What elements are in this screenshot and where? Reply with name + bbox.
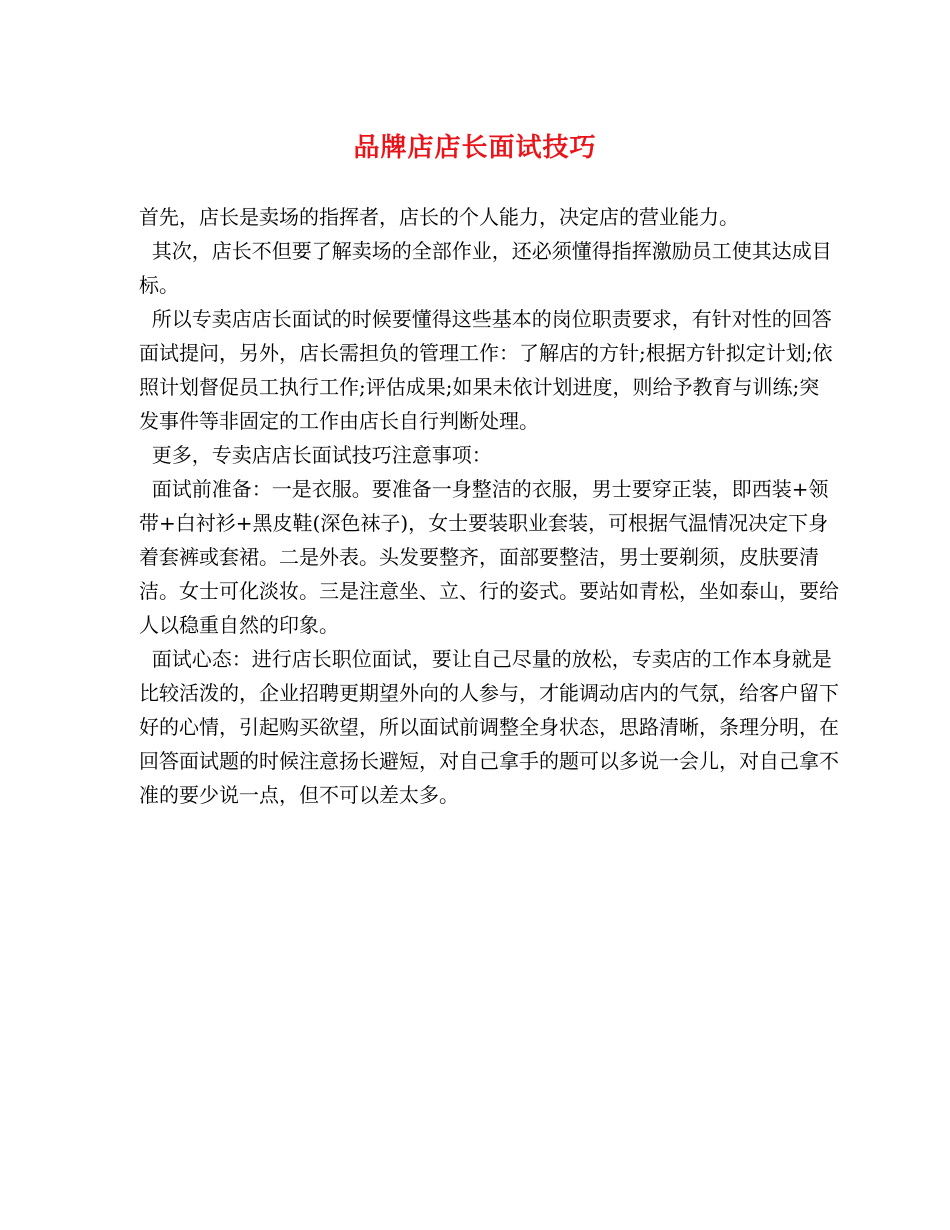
document-title: 品牌店店长面试技巧 [353,133,597,163]
paragraph-intro: 首先，店长是卖场的指挥者，店长的个人能力，决定店的营业能力。 [139,205,739,229]
paragraph-preparation: 面试前准备：一是衣服。要准备一身整洁的衣服，男士要穿正装，即西装+领带+白衬衫+黑皮鞋(深色袜子)，女士要装职业套装，可根据气温情况决定下身着套裤或套裙。二是外表。头发要整齐，面部要整洁，男士要剃须，皮肤要清洁。女士可化淡妆。三是注意坐、立、行的姿式。要站如青松，坐如泰山，要给人以稳重自然的印象。 [139,477,839,637]
paragraph-duties: 所以专卖店店长面试的时候要懂得这些基本的岗位职责要求，有针对性的回答面试提问，另外，店长需担负的管理工作：了解店的方针;根据方针拟定计划;依照计划督促员工执行工作;评估成果;如果未依计划进度，则给予教育与训练;突发事件等非固定的工作由店长自行判断处理。 [139,307,833,433]
paragraph-more: 更多，专卖店店长面试技巧注意事项： [139,443,492,467]
paragraph-mindset: 面试心态：进行店长职位面试，要让自己尽量的放松，专卖店的工作本身就是比较活泼的，企业招聘更期望外向的人参与，才能调动店内的气氛，给客户留下好的心情，引起购买欲望，所以面试前调整全身状态，思路清晰，条理分明，在回答面试题的时候注意扬长避短，对自己拿手的题可以多说一会儿，对自己拿不准的要少说一点，但不可以差太多。 [139,647,839,807]
paragraph-second: 其次，店长不但要了解卖场的全部作业，还必须懂得指挥激励员工使其达成目标。 [139,239,832,297]
document-body [139,200,839,812]
